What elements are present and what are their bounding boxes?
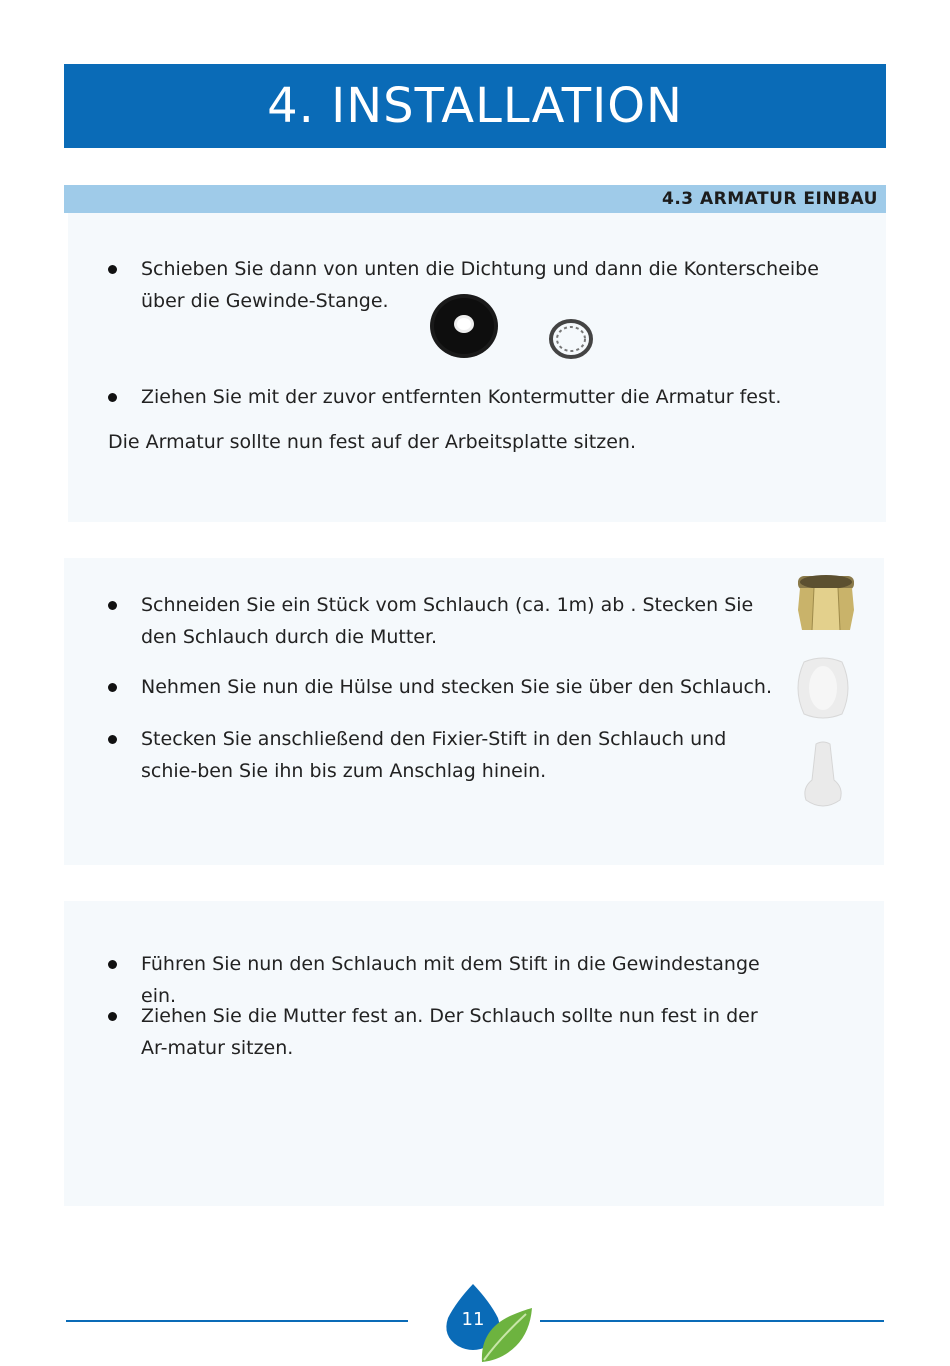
bullet-icon [108,1012,117,1021]
list-item: Schneiden Sie ein Stück vom Schlauch (ca. 1m) ab . Stecken Sie den Schlauch durch die Mutter. [108,589,784,653]
chapter-title: 4. INSTALLATION [267,78,683,134]
list-item: Ziehen Sie die Mutter fest an. Der Schlauch sollte nun fest in der Ar-matur sitzen. [108,1000,784,1064]
bullet-icon [108,683,117,692]
section-title: 4.3 ARMATUR EINBAU [661,189,878,209]
list-item: Nehmen Sie nun die Hülse und stecken Sie sie über den Schlauch. [108,671,784,703]
bullet-icon [108,960,117,969]
footer-rule-right [540,1320,884,1322]
gasket-image [428,292,500,360]
bullet-icon [108,265,117,274]
list-item: Führen Sie nun den Schlauch mit dem Stift in die Gewindestange ein. [108,948,784,1012]
bullet-icon [108,735,117,744]
bullet-icon [108,601,117,610]
section-bar [64,185,886,213]
list-item: Schieben Sie dann von unten die Dichtung und dann die Konterscheibe über die Gewinde-Stange. [108,253,868,317]
list-item: Stecken Sie anschließend den Fixier-Stift in den Schlauch und schie-ben Sie ihn bis zum Anschlag hinein. [108,723,784,787]
sleeve-image [790,654,856,722]
footer-rule-left [66,1320,408,1322]
note-text: Die Armatur sollte nun fest auf der Arbeitsplatte sitzen. [108,431,636,453]
chapter-banner [64,64,886,148]
list-item: Ziehen Sie mit der zuvor entfernten Kontermutter die Armatur fest. [108,381,868,413]
fixing-pin-image [800,740,846,810]
lock-washer-image [548,318,594,360]
page-number: 11 [461,1309,485,1330]
nut-image [794,570,858,634]
bullet-icon [108,393,117,402]
